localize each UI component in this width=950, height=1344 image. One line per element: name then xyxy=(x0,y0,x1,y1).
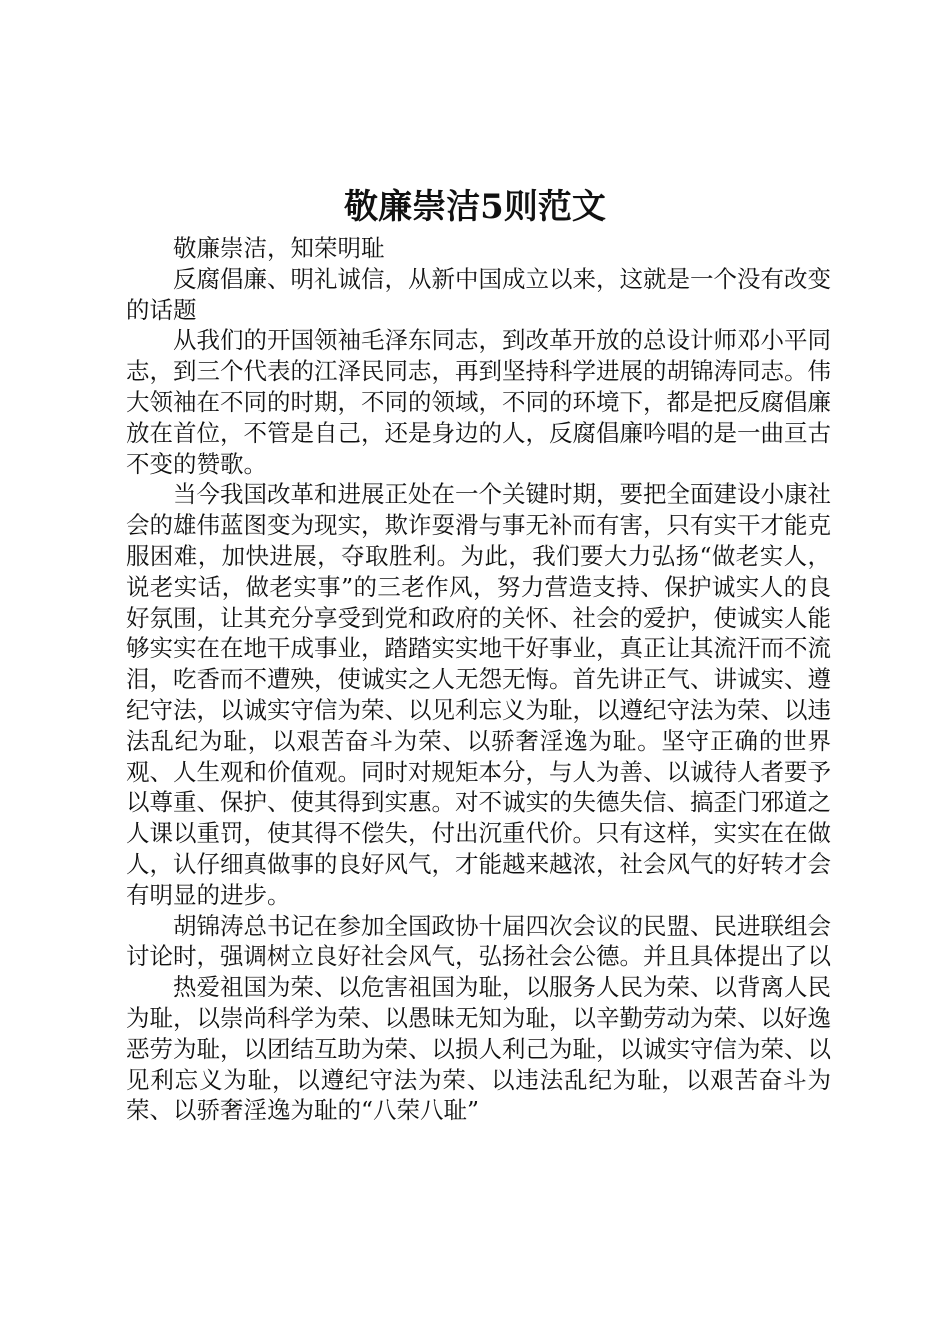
paragraph: 反腐倡廉、明礼诚信，从新中国成立以来，这就是一个没有改变的话题 xyxy=(126,264,831,324)
document-title: 敬廉崇洁5则范文 xyxy=(344,187,606,227)
paragraph: 从我们的开国领袖毛泽东同志，到改革开放的总设计师邓小平同志，到三个代表的江泽民同志，再到坚持科学进展的胡锦涛同志。伟大领袖在不同的时期，不同的领域，不同的环境下，都是把反腐倡廉放在首位，不管是自己，还是身边的人，反腐倡廉吟唱的是一曲亘古不变的赞歌。 xyxy=(126,326,831,478)
paragraph: 热爱祖国为荣、以危害祖国为耻，以服务人民为荣、以背离人民为耻，以崇尚科学为荣、以愚昧无知为耻，以辛勤劳动为荣、以好逸恶劳为耻，以团结互助为荣、以损人利己为耻，以诚实守信为荣、以见利忘义为耻，以遵纪守法为荣、以违法乱纪为耻，以艰苦奋斗为荣、以骄奢淫逸为耻的“八荣八耻” xyxy=(126,973,831,1125)
paragraph: 胡锦涛总书记在参加全国政协十届四次会议的民盟、民进联组会讨论时，强调树立良好社会风气，弘扬社会公德。并且具体提出了以 xyxy=(126,911,831,971)
document-body xyxy=(126,233,831,1126)
paragraph: 当今我国改革和进展正处在一个关键时期，要把全面建设小康社会的雄伟蓝图变为现实，欺诈耍滑与事无补而有害，只有实干才能克服困难，加快进展，夺取胜利。为此，我们要大力弘扬“做老实人，说老实话，做老实事”的三老作风，努力营造支持、保护诚实人的良好氛围，让其充分享受到党和政府的关怀、社会的爱护，使诚实人能够实实在在地干成事业，踏踏实实地干好事业，真正让其流汗而不流泪，吃香而不遭殃，使诚实之人无怨无悔。首先讲正气、讲诚实、遵纪守法，以诚实守信为荣、以见利忘义为耻，以遵纪守法为荣、以违法乱纪为耻，以艰苦奋斗为荣、以骄奢淫逸为耻。坚守正确的世界观、人生观和价值观。同时对规矩本分，与人为善、以诚待人者要予以尊重、保护、使其得到实惠。对不诚实的失德失信、搞歪门邪道之人课以重罚，使其得不偿失，付出沉重代价。只有这样，实实在在做人，认仔细真做事的良好风气，才能越来越浓，社会风气的好转才会有明显的进步。 xyxy=(126,480,831,909)
paragraph-subtitle: 敬廉崇洁，知荣明耻 xyxy=(173,234,385,262)
